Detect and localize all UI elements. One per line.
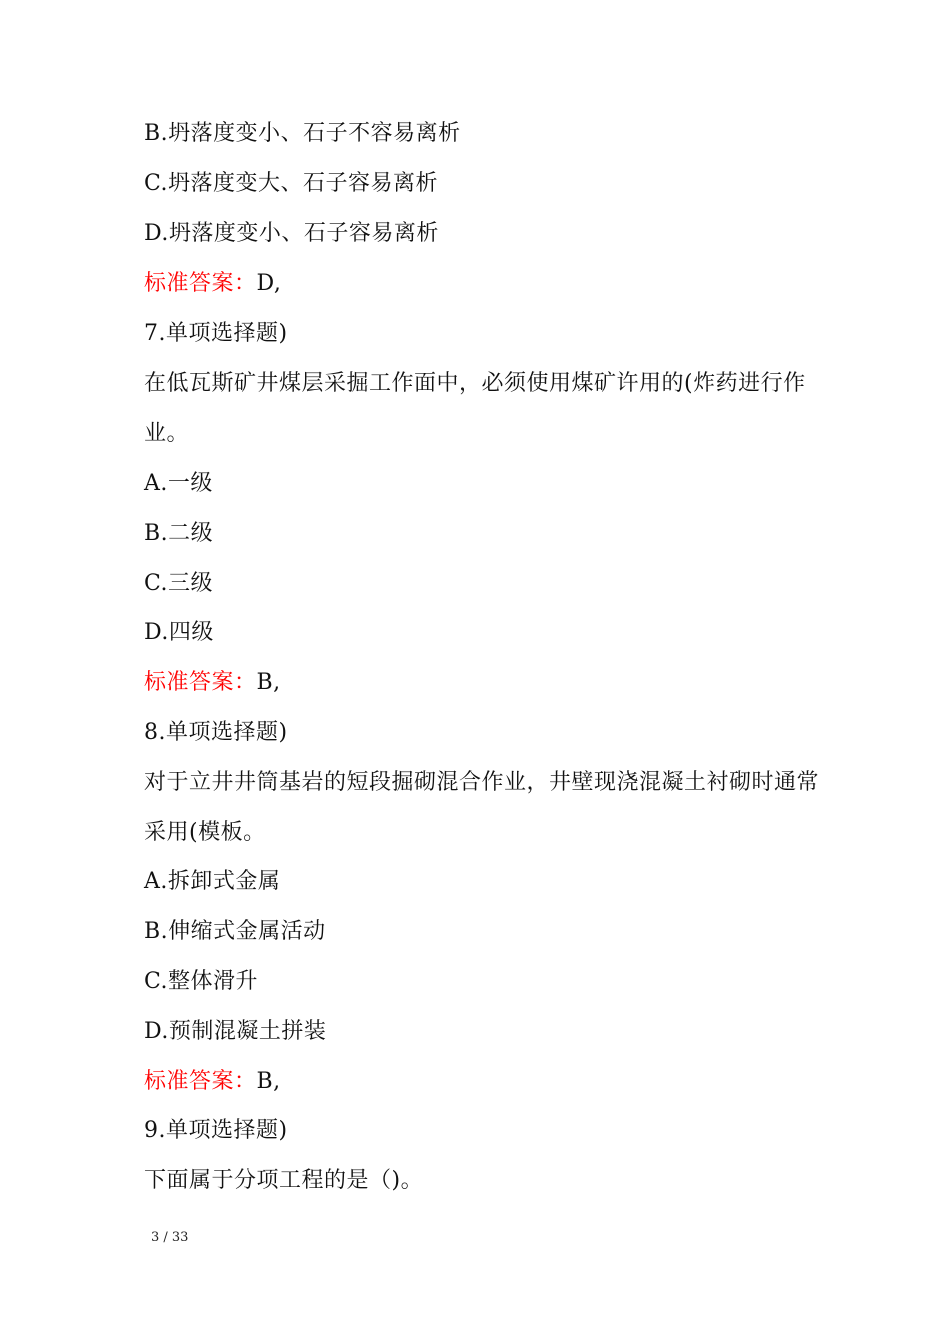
answer-value: D, xyxy=(256,271,282,296)
question-text: 采用(模板。 xyxy=(144,820,266,845)
question-heading: 9.单项选择题) xyxy=(144,1118,288,1143)
answer-label: 标准答案： xyxy=(144,1069,257,1094)
question-heading: 8.单项选择题) xyxy=(144,720,288,745)
question-heading: 7.单项选择题) xyxy=(144,321,288,346)
option-line: C.坍落度变大、石子容易离析 xyxy=(144,171,439,196)
question-text: 对于立井井筒基岩的短段掘砌混合作业，井壁现浇混凝土衬砌时通常 xyxy=(144,770,820,795)
option-line: A.一级 xyxy=(144,471,213,496)
answer-label: 标准答案： xyxy=(144,670,257,695)
option-line: C.三级 xyxy=(144,571,214,596)
answer-value: B, xyxy=(256,670,281,695)
answer-label: 标准答案： xyxy=(144,271,257,296)
question-text: 业。 xyxy=(144,421,190,446)
question-text: 下面属于分项工程的是（)。 xyxy=(144,1168,424,1193)
answer-line xyxy=(144,668,281,698)
option-line: A.拆卸式金属 xyxy=(144,869,281,894)
question-text: 在低瓦斯矿井煤层采掘工作面中，必须使用煤矿许用的(炸药进行作 xyxy=(144,371,806,396)
option-line: D.坍落度变小、石子容易离析 xyxy=(144,221,439,246)
answer-line xyxy=(144,269,281,299)
answer-line xyxy=(144,1067,281,1097)
answer-value: B, xyxy=(256,1069,281,1094)
option-line: B.坍落度变小、石子不容易离析 xyxy=(144,121,461,146)
option-line: D.预制混凝土拼装 xyxy=(144,1019,327,1044)
option-line: B.二级 xyxy=(144,521,214,546)
page-indicator: 3 / 33 xyxy=(151,1230,189,1245)
option-line: D.四级 xyxy=(144,620,214,645)
option-line: C.整体滑升 xyxy=(144,969,259,994)
option-line: B.伸缩式金属活动 xyxy=(144,919,326,944)
